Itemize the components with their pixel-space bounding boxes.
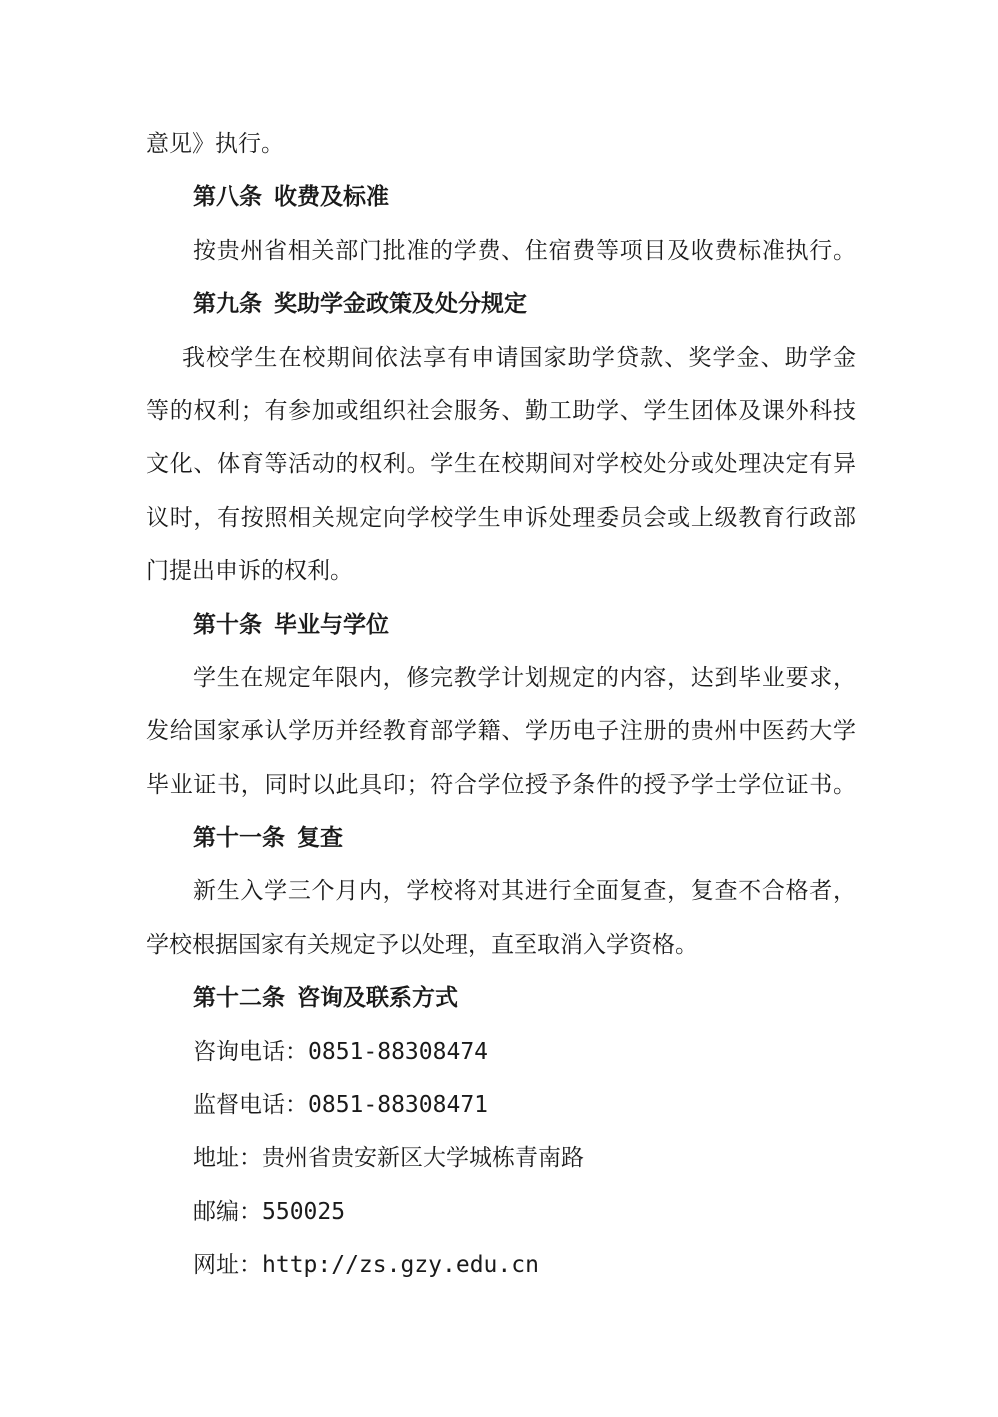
website-link[interactable]: http://zs.gzy.edu.cn [262, 1252, 539, 1279]
consult-phone-value: 0851-88308474 [308, 1038, 489, 1065]
consult-phone-label: 咨询电话： [193, 1038, 308, 1065]
paragraph-line: 学生在规定年限内，修完教学计划规定的内容，达到毕业要求， [193, 664, 856, 691]
supervise-phone-line [146, 1079, 856, 1132]
website-label: 网址： [193, 1252, 262, 1279]
paragraph-line: 学校根据国家有关规定予以处理，直至取消入学资格。 [146, 931, 698, 958]
address-value: 贵州省贵安新区大学城栋青南路 [262, 1145, 584, 1172]
article-number: 第八条 [193, 184, 262, 211]
address-label: 地址： [193, 1145, 262, 1172]
article-title: 收费及标准 [274, 184, 389, 211]
website-line [146, 1239, 856, 1292]
paragraph-line: 等的权利；有参加或组织社会服务、勤工助学、学生团体及课外科技 [146, 397, 856, 424]
paragraph-line: 新生入学三个月内，学校将对其进行全面复查，复查不合格者， [193, 878, 856, 905]
article-title: 复查 [297, 825, 343, 852]
supervise-phone-value: 0851-88308471 [308, 1092, 489, 1119]
paragraph-line: 我校学生在校期间依法享有申请国家助学贷款、奖学金、助学金 [182, 344, 856, 371]
document-body [146, 118, 856, 1293]
article-9-heading [146, 278, 856, 331]
article-number: 第九条 [193, 291, 262, 318]
supervise-phone-label: 监督电话： [193, 1092, 308, 1119]
paragraph-line: 按贵州省相关部门批准的学费、住宿费等项目及收费标准执行。 [193, 237, 856, 264]
article-10-heading [146, 599, 856, 652]
article-title: 奖助学金政策及处分规定 [274, 291, 527, 318]
article-number: 第十条 [193, 611, 262, 638]
article-11-heading [146, 812, 856, 865]
consult-phone-line [146, 1026, 856, 1079]
postcode-value: 550025 [262, 1198, 346, 1225]
paragraph-line: 议时，有按照相关规定向学校学生申诉处理委员会或上级教育行政部 [146, 504, 856, 531]
postcode-label: 邮编： [193, 1198, 262, 1225]
article-number: 第十二条 [193, 985, 285, 1012]
paragraph-line: 意见》执行。 [146, 131, 284, 157]
article-number: 第十一条 [193, 825, 285, 852]
article-12-heading [146, 972, 856, 1025]
article-8-heading [146, 171, 856, 224]
paragraph-line: 毕业证书，同时以此具印；符合学位授予条件的授予学士学位证书。 [146, 771, 856, 798]
paragraph-line: 门提出申诉的权利。 [146, 558, 353, 585]
article-title: 毕业与学位 [274, 611, 389, 638]
address-line [146, 1132, 856, 1185]
article-title: 咨询及联系方式 [297, 985, 458, 1012]
paragraph-line: 发给国家承认学历并经教育部学籍、学历电子注册的贵州中医药大学 [146, 718, 856, 745]
paragraph-line: 文化、体育等活动的权利。学生在校期间对学校处分或处理决定有异 [146, 451, 856, 478]
postcode-line [146, 1186, 856, 1239]
